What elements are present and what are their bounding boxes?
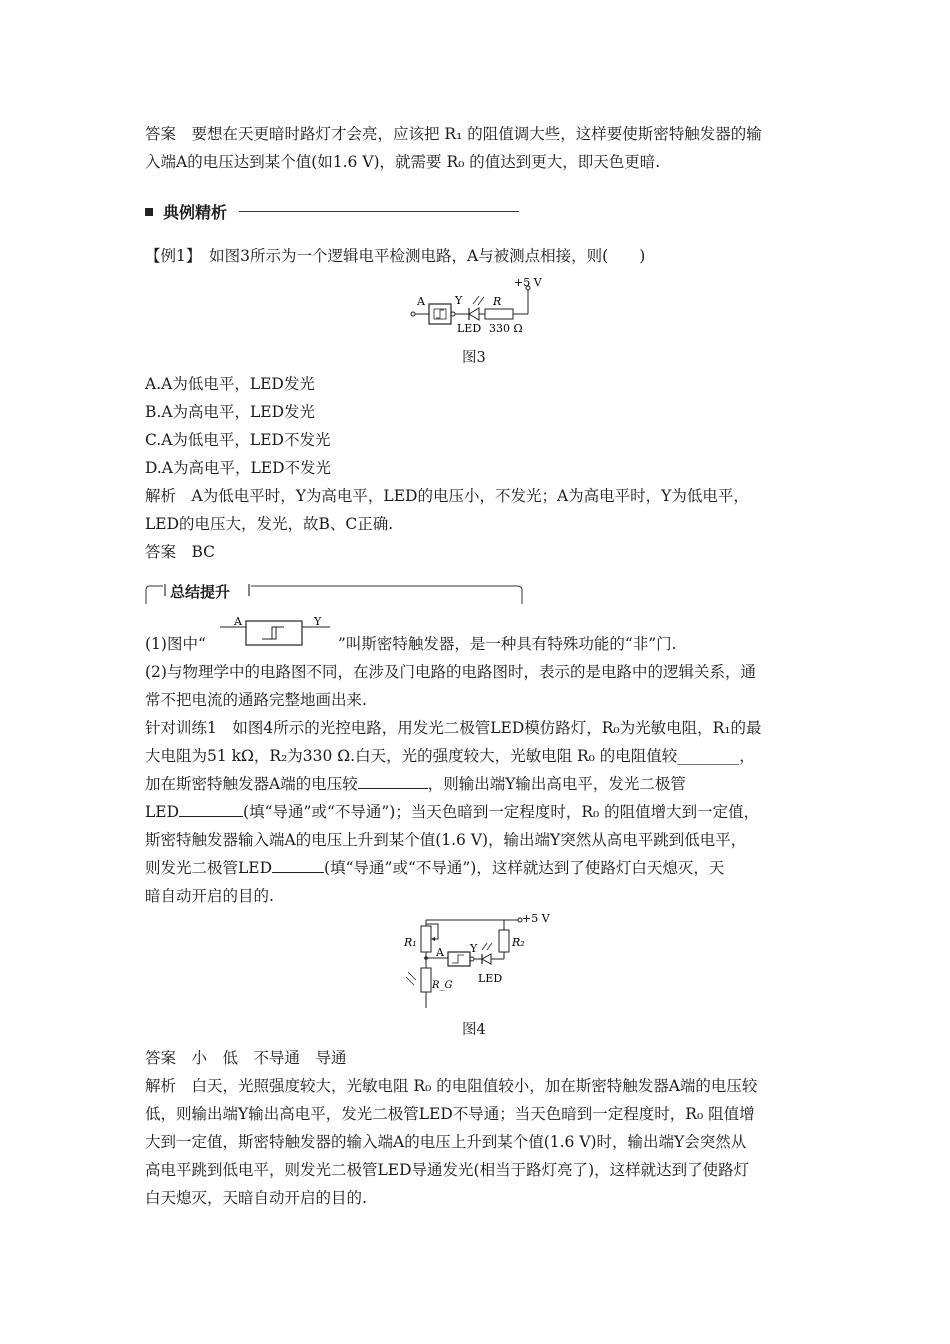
example-question: 【例1】 如图3所示为一个逻辑电平检测电路，A与被测点相接，则( ) — [145, 247, 646, 265]
fig3-label-r-value: 330 Ω — [489, 322, 523, 335]
fig4-label-rg: R_G — [432, 980, 453, 991]
fig4-label-r1: R₁ — [404, 936, 417, 949]
training-line-6 — [145, 858, 724, 878]
figure-4-circuit — [398, 910, 558, 1014]
fig4-label-vcc: +5 V — [522, 912, 550, 925]
training-line-6a: 则发光二极管LED — [145, 859, 273, 877]
training-analysis-2: 低，则输出端Y输出高电平，发光二极管LED不导通；当天色暗到一定程度时，R₀ 阻值增 — [145, 1105, 755, 1123]
section-header — [145, 200, 519, 223]
fill-blank-2 — [358, 774, 428, 789]
fig4-label-a: A — [436, 946, 444, 959]
option-a: A.A为低电平，LED发光 — [145, 375, 315, 393]
symbol-label-a: A — [234, 615, 242, 628]
fig3-label-a: A — [417, 295, 425, 308]
training-line-3 — [145, 774, 686, 794]
training-line-4 — [145, 802, 759, 822]
training-line-3b: ，则输出端Y输出高电平，发光二极管 — [427, 775, 686, 793]
fig3-label-r: R — [493, 295, 502, 308]
example-analysis-1: 解析 A为低电平时，Y为高电平，LED的电压小，不发光；A为高电平时，Y为低电平， — [145, 487, 749, 505]
example-analysis-2: LED的电压大，发光，故B、C正确. — [145, 515, 394, 533]
option-c: C.A为低电平，LED不发光 — [145, 431, 331, 449]
summary-point-2-line-2: 常不把电流的通路完整地画出来. — [145, 691, 367, 709]
fig3-label-led: LED — [457, 322, 482, 335]
summary-title: 总结提升 — [170, 583, 231, 601]
option-b: B.A为高电平，LED发光 — [145, 403, 316, 421]
option-d: D.A为高电平，LED不发光 — [145, 459, 332, 477]
training-line-2: 大电阻为51 kΩ，R₂为330 Ω.白天，光的强度较大，光敏电阻 R₀ 的电阻值较________， — [145, 747, 755, 765]
training-line-7: 暗自动开启的目的. — [145, 887, 274, 905]
figure-3-circuit — [405, 274, 555, 336]
training-answer: 答案 小 低 不导通 导通 — [145, 1049, 347, 1067]
training-line-4a: LED — [145, 803, 180, 821]
fill-blank-3 — [179, 802, 243, 817]
figure-3-caption: 图3 — [462, 350, 486, 366]
answer-line-2: 入端A的电压达到某个值(如1.6 V)，就需要 R₀ 的值达到更大，即天色更暗. — [145, 153, 661, 171]
square-bullet-icon — [145, 208, 153, 216]
training-line-4b: (填“导通”或“不导通”)；当天色暗到一定程度时，R₀ 的阻值增大到一定值， — [243, 803, 760, 821]
training-line-1: 针对训练1 如图4所示的光控电路，用发光二极管LED模仿路灯，R₀为光敏电阻，R₁的最 — [145, 719, 762, 737]
training-line-3a: 加在斯密特触发器A端的电压较 — [145, 775, 358, 793]
training-analysis-3: 大到一定值，斯密特触发器的输入端A的电压上升到某个值(1.6 V)时，输出端Y会突然从 — [145, 1133, 747, 1151]
section-title: 典例精析 — [163, 203, 228, 222]
section-rule — [239, 211, 519, 212]
fig3-label-y: Y — [455, 294, 463, 307]
fig3-label-vcc: +5 V — [514, 276, 542, 289]
fig4-label-y: Y — [470, 942, 478, 955]
training-analysis-5: 白天熄灭，天暗自动开启的目的. — [145, 1189, 367, 1207]
training-line-5: 斯密特触发器输入端A的电压上升到某个值(1.6 V)，输出端Y突然从高电平跳到低电平， — [145, 831, 747, 849]
fill-blank-4 — [272, 858, 324, 873]
symbol-label-y: Y — [314, 615, 322, 628]
summary-point-2-line-1: (2)与物理学中的电路图不同，在涉及门电路的电路图时，表示的是电路中的逻辑关系，通 — [145, 663, 756, 681]
answer-line-1: 答案 要想在天更暗时路灯才会亮，应该把 R₁ 的阻值调大些，这样要使斯密特触发器的输 — [145, 125, 762, 143]
figure-4-caption: 图4 — [462, 1022, 486, 1038]
fig4-label-led: LED — [478, 972, 503, 985]
summary-p1-pre: (1)图中“ — [145, 635, 206, 653]
training-analysis-4: 高电平跳到低电平，则发光二极管LED导通发光(相当于路灯亮了)，这样就达到了使路灯 — [145, 1161, 750, 1179]
schmitt-trigger-symbol — [218, 615, 348, 651]
training-line-6b: (填“导通”或“不导通”)，这样就达到了使路灯白天熄灭，天 — [324, 859, 725, 877]
training-analysis-1: 解析 白天，光照强度较大，光敏电阻 R₀ 的电阻值较小，加在斯密特触发器A端的电压较 — [145, 1077, 758, 1095]
summary-p1-post: ”叫斯密特触发器，是一种具有特殊功能的“非”门. — [337, 635, 677, 653]
example-answer: 答案 BC — [145, 543, 216, 561]
fig4-label-r2: R₂ — [512, 936, 525, 949]
